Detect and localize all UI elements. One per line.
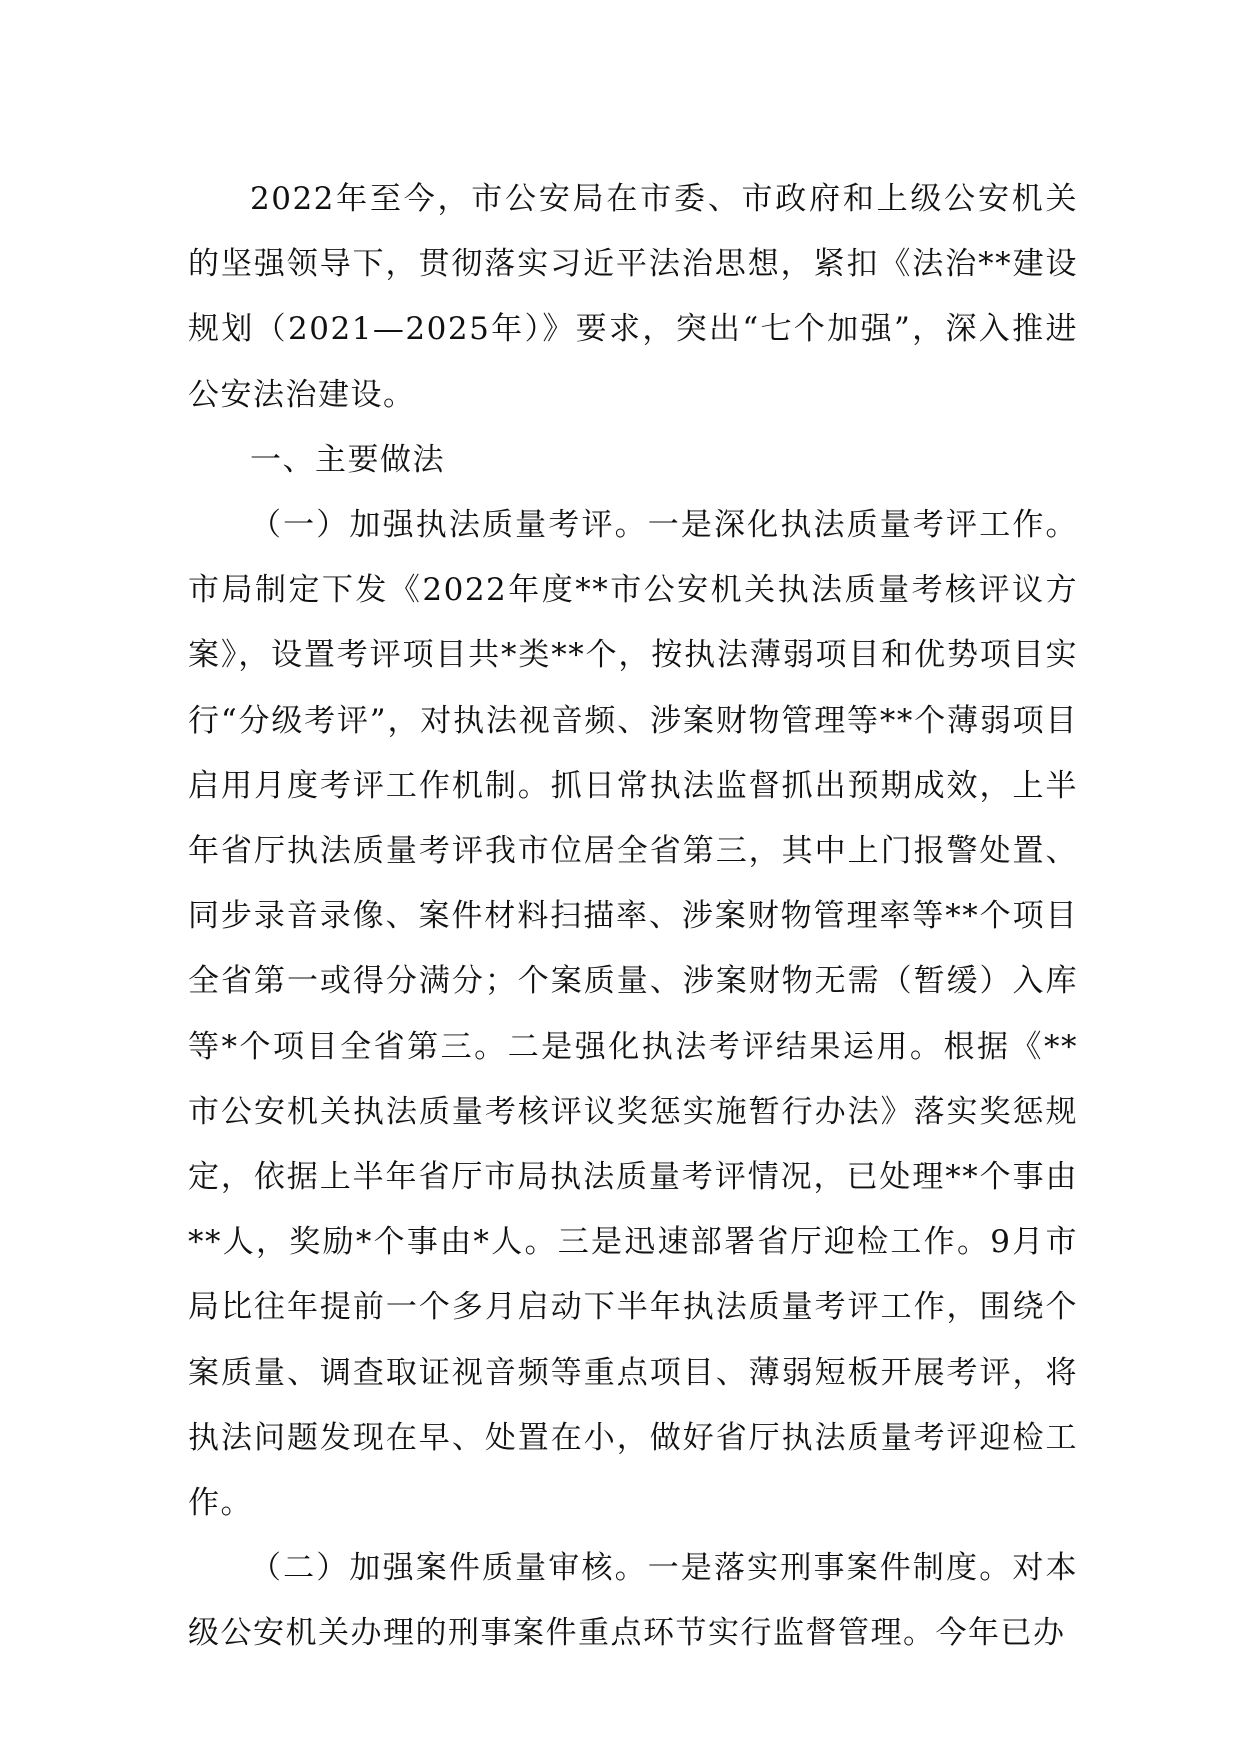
paragraph-law-enforcement-quality: （一）加强执法质量考评。一是深化执法质量考评工作。市局制定下发《2022年度**市公安机关执法质量考核评议方案》，设置考评项目共*类**个，按执法薄弱项目和优势项目实行“分级考评”，对执法视音频、涉案财物管理等**个薄弱项目启用月度考评工作机制。抓日常执法监督抓出预期成效，上半年省厅执法质量考评我市位居全省第三，其中上门报警处置、同步录音录像、案件材料扫描率、涉案财物管理率等**个项目全省第一或得分满分；个案质量、涉案财物无需（暂缓）入库等*个项目全省第三。二是强化执法考评结果运用。根据《**市公安机关执法质量考核评议奖惩实施暂行办法》落实奖惩规定，依据上半年省厅市局执法质量考评情况，已处理**个事由**人，奖励*个事由*人。三是迅速部署省厅迎检工作。9月市局比往年提前一个多月启动下半年执法质量考评工作，围绕个案质量、调查取证视音频等重点项目、薄弱短板开展考评，将执法问题发现在早、处置在小，做好省厅执法质量考评迎检工作。	[188, 507, 1078, 1522]
document-body	[188, 167, 1078, 1667]
intro-paragraph: 2022年至今，市公安局在市委、市政府和上级公安机关的坚强领导下，贯彻落实习近平法治思想，紧扣《法治**建设规划（2021—2025年）》要求，突出“七个加强”，深入推进公安法治建设。	[188, 181, 1078, 413]
section-heading-main-practices: 一、主要做法	[250, 441, 445, 478]
paragraph-case-quality-review: （二）加强案件质量审核。一是落实刑事案件制度。对本级公安机关办理的刑事案件重点环节实行监督管理。今年已办	[188, 1550, 1078, 1652]
